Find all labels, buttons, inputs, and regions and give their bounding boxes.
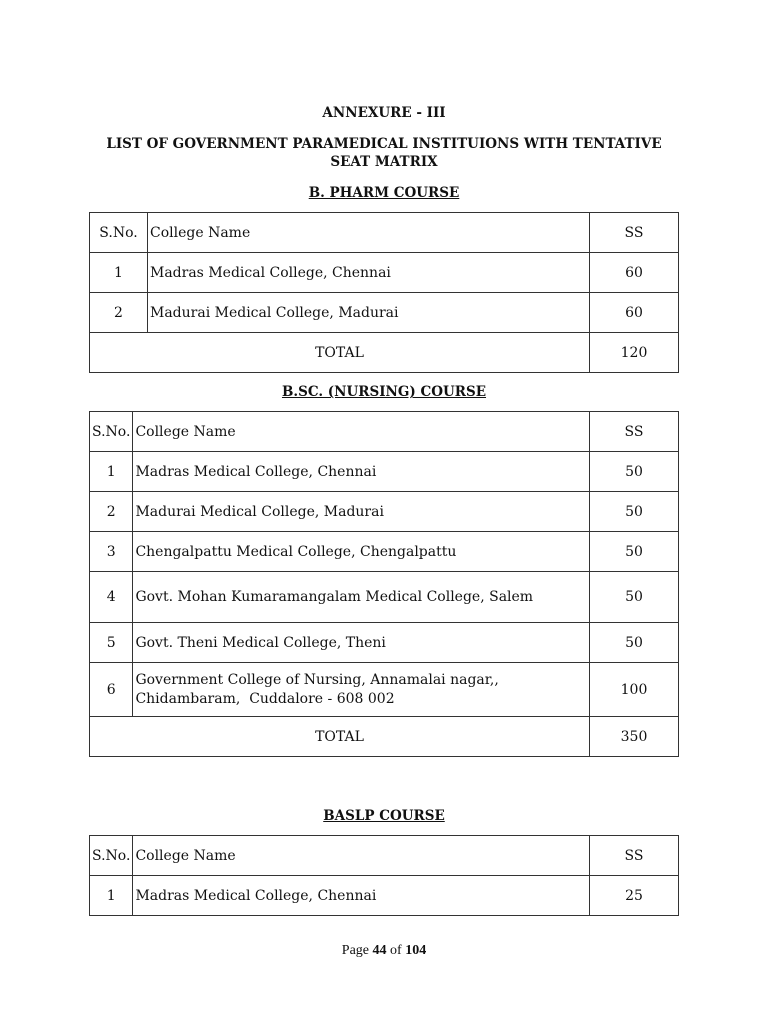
table-header-row [90, 836, 679, 876]
college-cell: Govt. Theni Medical College, Theni [133, 623, 590, 663]
college-cell: Madras Medical College, Chennai [148, 253, 590, 293]
ss-header: SS [590, 836, 679, 876]
table-row [90, 492, 679, 532]
sno-header: S.No. [90, 213, 148, 253]
sno-cell: 3 [90, 532, 133, 572]
college-cell [133, 663, 590, 717]
college-line1: Government College of Nursing, Annamalai nagar,, [135, 671, 499, 688]
table-row [90, 253, 679, 293]
ss-cell: 60 [590, 293, 679, 333]
total-row [90, 333, 679, 373]
sno-cell: 1 [90, 253, 148, 293]
sno-cell: 1 [90, 876, 133, 916]
table-row [90, 452, 679, 492]
college-cell: Madras Medical College, Chennai [133, 876, 590, 916]
sno-cell: 4 [90, 572, 133, 623]
ss-cell: 60 [590, 253, 679, 293]
ss-cell: 100 [590, 663, 679, 717]
baslp-table [89, 835, 679, 916]
ss-cell: 50 [590, 623, 679, 663]
total-label: TOTAL [90, 333, 590, 373]
sno-cell: 6 [90, 663, 133, 717]
ss-cell: 50 [590, 572, 679, 623]
table-row [90, 293, 679, 333]
page-title-line1: LIST OF GOVERNMENT PARAMEDICAL INSTITUIONS WITH TENTATIVE [106, 136, 662, 152]
sno-header: S.No. [90, 412, 133, 452]
total-row [90, 717, 679, 757]
sno-header: S.No. [90, 836, 133, 876]
bsc-table [89, 411, 679, 757]
college-cell: Chengalpattu Medical College, Chengalpattu [133, 532, 590, 572]
college-line2: Chidambaram, Cuddalore - 608 002 [135, 690, 395, 707]
table-row [90, 572, 679, 623]
baslp-heading: BASLP COURSE [323, 808, 445, 824]
annexure-heading: ANNEXURE - III [322, 105, 446, 121]
table-header-row [90, 213, 679, 253]
college-header: College Name [133, 836, 590, 876]
total-value: 350 [590, 717, 679, 757]
bsc-heading: B.SC. (NURSING) COURSE [281, 384, 487, 400]
sno-cell: 2 [90, 492, 133, 532]
of-word: of [390, 943, 402, 958]
sno-cell: 1 [90, 452, 133, 492]
table-row [90, 532, 679, 572]
college-cell: Madras Medical College, Chennai [133, 452, 590, 492]
college-header: College Name [148, 213, 590, 253]
table-row [90, 876, 679, 916]
ss-cell: 50 [590, 452, 679, 492]
college-cell: Madurai Medical College, Madurai [148, 293, 590, 333]
bpharm-heading: B. PHARM COURSE [308, 185, 460, 201]
current-page: 44 [372, 943, 387, 958]
total-pages: 104 [405, 943, 427, 958]
table-row [90, 623, 679, 663]
ss-cell: 25 [590, 876, 679, 916]
sno-cell: 2 [90, 293, 148, 333]
college-header: College Name [133, 412, 590, 452]
table-header-row [90, 412, 679, 452]
table-row [90, 663, 679, 717]
total-value: 120 [590, 333, 679, 373]
ss-cell: 50 [590, 492, 679, 532]
college-cell: Madurai Medical College, Madurai [133, 492, 590, 532]
bpharm-table [89, 212, 679, 373]
ss-header: SS [590, 213, 679, 253]
page-footer [0, 943, 768, 959]
college-cell: Govt. Mohan Kumaramangalam Medical College, Salem [133, 572, 590, 623]
sno-cell: 5 [90, 623, 133, 663]
ss-header: SS [590, 412, 679, 452]
page-title-line2: SEAT MATRIX [330, 154, 438, 170]
total-label: TOTAL [90, 717, 590, 757]
page-word: Page [341, 943, 370, 958]
ss-cell: 50 [590, 532, 679, 572]
